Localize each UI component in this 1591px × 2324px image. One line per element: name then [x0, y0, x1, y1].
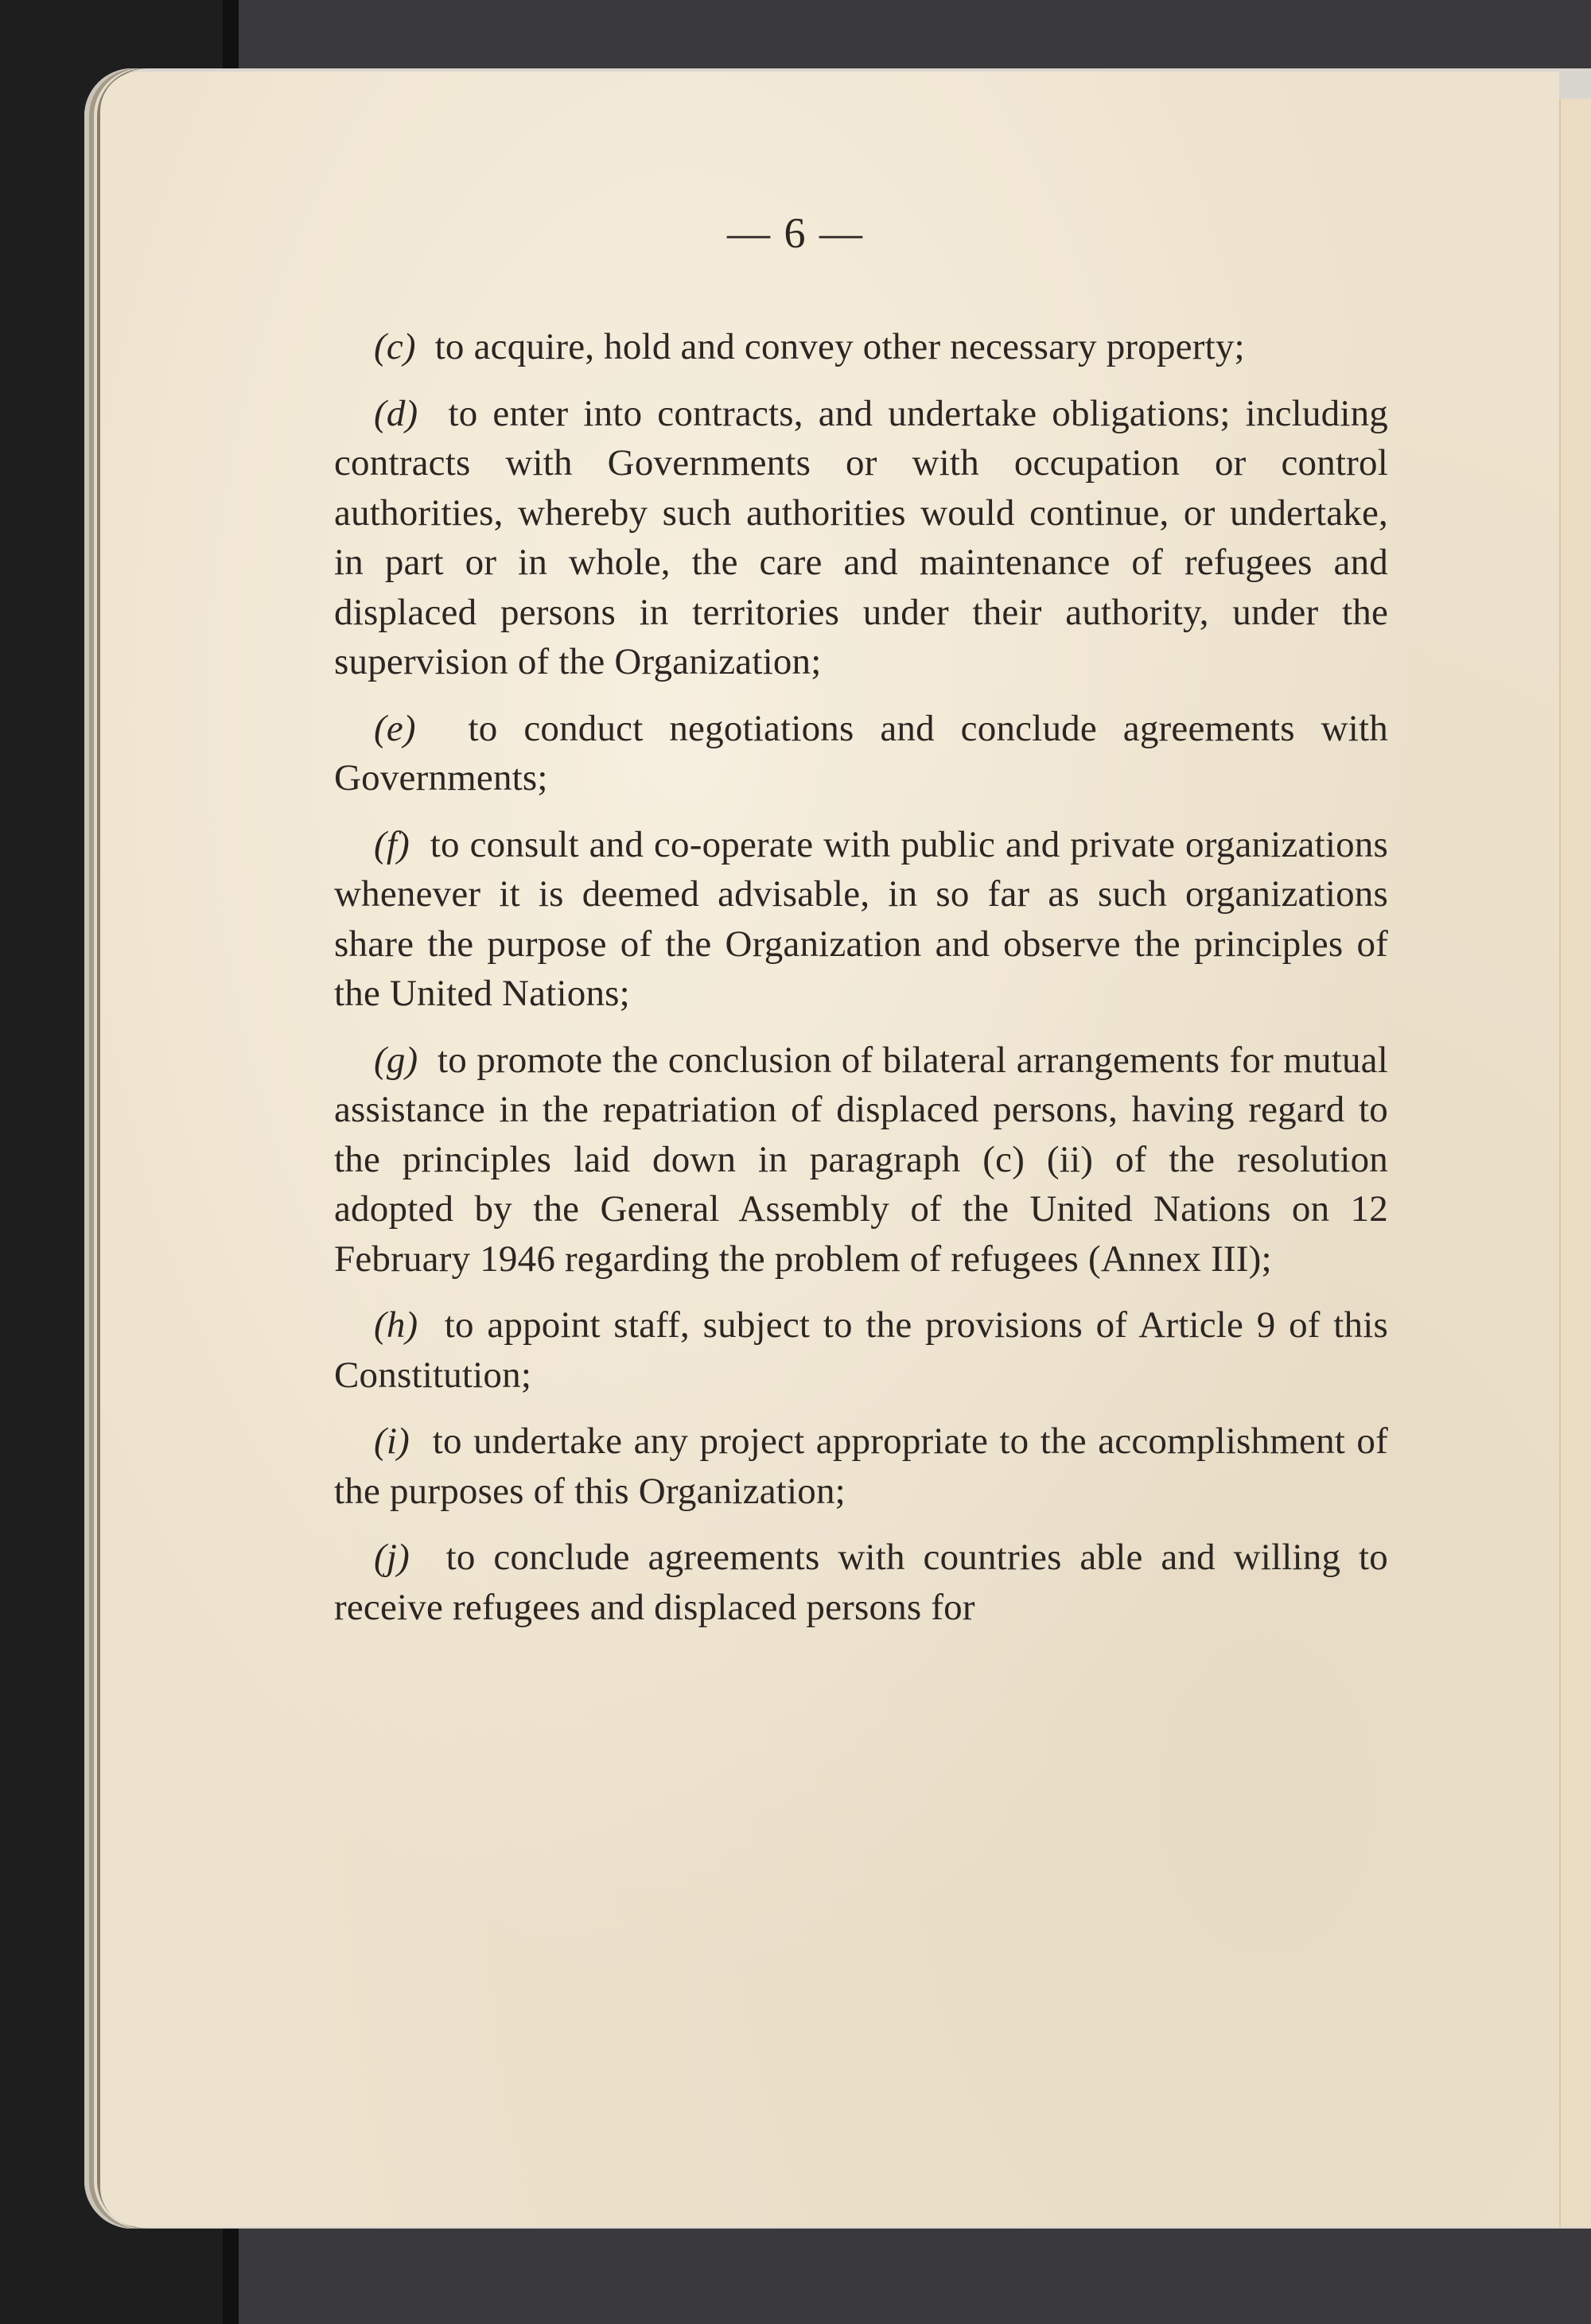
item-text: to consult and co-operate with public and private organizations whenever it is deemed advisable, in so far as such organizations share the purpose of the Organization and observe the principles of the United Nations; [334, 823, 1388, 1014]
item-label: (g) [374, 1039, 418, 1081]
facing-page-edge [1559, 99, 1591, 2227]
item-text: to undertake any project appropriate to the accomplishment of the purposes of this Organization; [334, 1420, 1388, 1512]
page-number: — 6 — [727, 209, 864, 257]
item-label: (h) [374, 1304, 418, 1346]
item-text: to appoint staff, subject to the provisions of Article 9 of this Constitution; [334, 1304, 1388, 1396]
item-label: (c) [374, 326, 416, 367]
body-text [334, 199, 1388, 1649]
item-label: (e) [374, 707, 416, 749]
item-label: (i) [374, 1420, 410, 1462]
paragraph-h [334, 1300, 1388, 1400]
item-text: to acquire, hold and convey other necessary property; [434, 326, 1245, 367]
item-text: to enter into contracts, and undertake obligations; including contracts with Governments or with occupation or control authorities, whereby such authorities would continue, or undertake, in part or in whole, the care and maintenance of refugees and displaced persons in territories under their authority, under the supervision of the Organization; [334, 392, 1389, 682]
paragraph-e [334, 704, 1388, 803]
paragraph-g [334, 1036, 1388, 1284]
paragraph-f [334, 820, 1388, 1019]
item-text: to conduct negotiations and conclude agreements with Governments; [334, 707, 1389, 799]
item-label: (j) [374, 1537, 410, 1578]
item-label: (d) [374, 392, 418, 434]
paragraph-d [334, 389, 1388, 687]
item-text: to conclude agreements with countries able and willing to receive refugees and displaced persons for [334, 1537, 1389, 1628]
paragraph-j [334, 1533, 1388, 1632]
paragraph-c [334, 322, 1388, 372]
item-label: (f) [374, 823, 410, 865]
paragraph-i [334, 1417, 1388, 1516]
item-text: to promote the conclusion of bilateral arrangements for mutual assistance in the repatriation of displaced persons, having regard to the principles laid down in paragraph (c) (ii) of the resolution adopted by the General Assembly of the United Nations on 12 February 1946 regarding the problem of refugees (Annex III); [334, 1039, 1388, 1280]
